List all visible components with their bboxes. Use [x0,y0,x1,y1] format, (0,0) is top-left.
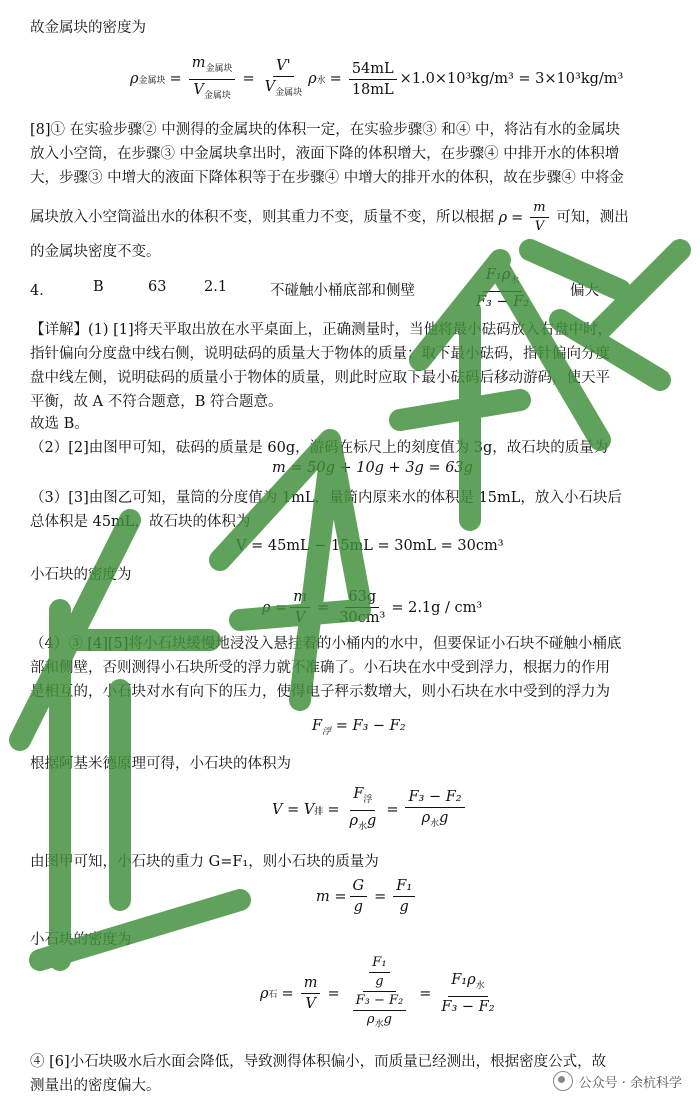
answer-number: 4． [30,283,54,299]
answer-3: 2.1 [204,279,228,295]
para-8-line-1: [8]① 在实验步骤② 中测得的金属块的体积一定，在实验步骤③ 和④ 中，将沾有水的金属块 [30,122,620,138]
para-8-line-2: 放入小空筒，在步骤③ 中金属块拿出时，液面下降的体积增大，在步骤④ 中排开水的体积增 [30,146,620,162]
para-8-line-4: 属块放入小空筒溢出水的体积不变，则其重力不变，质量不变，所以根据 ρ = $\frac{m}{V}$ 可知，测出 [30,200,629,234]
para-8-line-5: 的金属块密度不变。 [30,244,161,260]
answer-1: B [93,279,104,295]
answer-4: 不碰触小桶底部和侧壁 [270,283,415,299]
para-4-line-2: 部和侧壁，否则测得小石块所受的浮力就不准确了。小石块在水中受到浮力，根据力的作用 [30,660,610,676]
intro-line: 故金属块的密度为 [30,20,146,36]
para-6-line-1: ④ [6]小石块吸水后水面会降低，导致测得体积偏小，而质量已经测出，根据密度公式，故 [30,1054,607,1070]
detail-line-3: 盘中线左侧，说明砝码的质量小于物体的质量，则此时应取下最小砝码后移动游码，使天平 [30,370,610,386]
stone-mass-equation: m = $\frac{G}{g}$ = $\frac{\text{F₁}}{g}$ [316,877,418,916]
rho-intro-line: 小石块的密度为 [30,567,132,583]
detail-line-6: （2）[2]由图甲可知，砝码的质量是 60g，游码在标尺上的刻度值为 3g，故石块的质量为 [30,440,609,456]
para-8-line-3: 大，步骤③ 中增大的液面下降体积等于在步骤④ 中增大的排开水的体积，故在步骤④ 中将金 [30,170,624,186]
mass-equation: m = 50g + 10g + 3g = 63g [272,460,473,476]
volume-equation: V = 45mL − 15mL = 30mL = 30cm³ [236,538,504,554]
para-3-line-2: 总体积是 45mL，故石块的体积为 [30,514,251,530]
buoyancy-equation: $F_浮 = F_3 - F_2$ [312,718,406,737]
answer-5: $\frac{F_1\rho_水}{\text{F₃ − F₂}}$ [476,267,530,310]
detail-line-1: 【详解】(1) [1]将天平取出放在水平桌面上，正确测量时，当他将最小砝码放入右盘中时， [30,322,613,338]
density-equation-metal: ρ 金属块 = $\frac{m_{金属块}}{V_{金属块}}$ = $\frac{V'}{V_{金属块}}$ ρ 水 = $\frac{54mL}{18mL}$ ×1.0×10³kg/m³ = 3×10³kg/m³ [130,55,624,101]
para-4-line-3: 是相互的，小石块对水有向下的压力，使得电子秤示数增大，则小石块在水中受到的浮力为 [30,684,610,700]
stone-density-equation: ρ 石 = $\frac{m}{V}$ = $\frac{\frac{\text{F₁}}{g}}{\frac{\text{F₃ − F₂}}{\rho_水g}}$ = $\frac{F_1\rho_水}{\text{F₃ − F₂}}$ [260,955,495,1030]
wechat-icon [553,1071,573,1091]
gravity-line: 由图甲可知，小石块的重力 G=F₁，则小石块的质量为 [30,854,379,870]
detail-line-5: 故选 B。 [30,416,89,432]
detail-line-4: 平衡，故 A 不符合题意，B 符合题意。 [30,394,283,410]
rho-equation: ρ = $\frac{m}{V}$ = $\frac{63g}{\text{30cm³}}$ = 2.1g / cm³ [262,589,483,626]
archimedes-line: 根据阿基米德原理可得，小石块的体积为 [30,756,291,772]
para-6-line-2: 测量出的密度偏大。 [30,1078,161,1094]
wechat-watermark: 公众号 · 余杭科学 [553,1071,682,1091]
para-3-line-1: （3）[3]由图乙可知，量筒的分度值为 1mL，量筒内原来水的体积是 15mL，放入小石块后 [30,490,622,506]
para-4-line-1: （4）③ [4][5]将小石块缓慢地浸没入悬挂着的小桶内的水中，但要保证小石块不碰触小桶底 [30,636,622,652]
answer-6: 偏大 [570,283,599,299]
rho2-intro-line: 小石块的密度为 [30,932,132,948]
detail-line-2: 指针偏向分度盘中线右侧，说明砝码的质量大于物体的质量；取下最小砝码，指针偏向分度 [30,346,610,362]
volume-displaced-equation: V = V 排 = $\frac{F_浮}{\rho_水g}$ = $\frac{\text{F₃ − F₂}}{\rho_水g}$ [272,785,468,836]
answer-2: 63 [148,279,167,295]
